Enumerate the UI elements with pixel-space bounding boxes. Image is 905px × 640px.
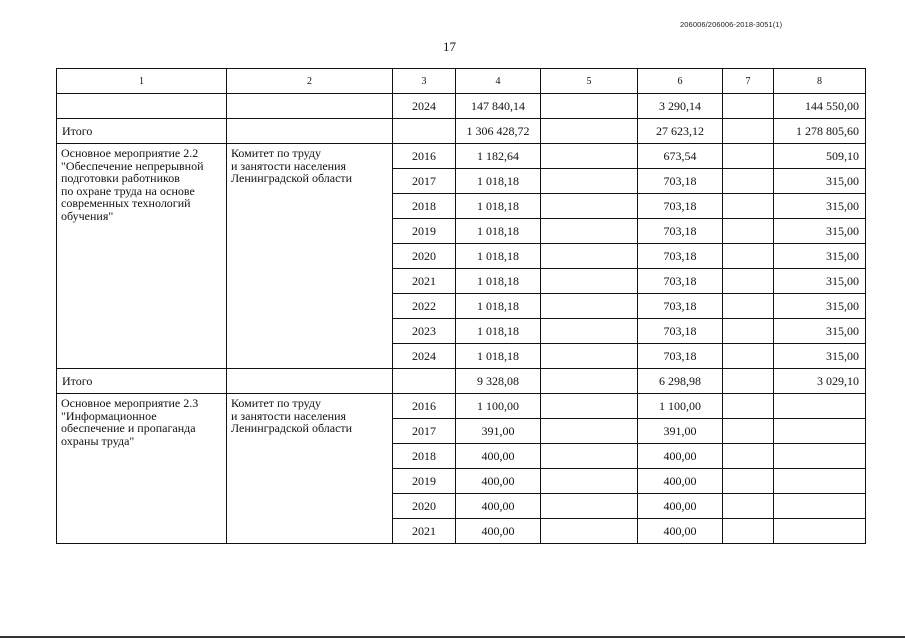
document-id: 206006/206006-2018-3051(1) xyxy=(680,20,783,29)
table-row xyxy=(57,94,866,119)
regional-budget-cell: 391,00 xyxy=(638,419,723,444)
total-cell: 400,00 xyxy=(456,494,541,519)
regional-budget-cell: 703,18 xyxy=(638,244,723,269)
other-sources-cell: 509,10 xyxy=(774,144,866,169)
year-cell: 2018 xyxy=(393,444,456,469)
year-cell: 2023 xyxy=(393,319,456,344)
regional-budget-cell: 1 100,00 xyxy=(638,394,723,419)
regional-budget-cell: 703,18 xyxy=(638,319,723,344)
total-cell: 1 306 428,72 xyxy=(456,119,541,144)
year-cell: 2020 xyxy=(393,244,456,269)
regional-budget-cell: 703,18 xyxy=(638,219,723,244)
other-sources-cell: 315,00 xyxy=(774,344,866,369)
other-sources-cell: 315,00 xyxy=(774,319,866,344)
regional-budget-cell: 703,18 xyxy=(638,294,723,319)
year-cell: 2022 xyxy=(393,294,456,319)
total-cell: 1 100,00 xyxy=(456,394,541,419)
subtotal-label: Итого xyxy=(57,119,227,144)
other-sources-cell: 1 278 805,60 xyxy=(774,119,866,144)
regional-budget-cell: 703,18 xyxy=(638,194,723,219)
other-sources-cell: 315,00 xyxy=(774,219,866,244)
year-cell: 2019 xyxy=(393,219,456,244)
column-number: 5 xyxy=(541,69,638,94)
total-cell: 1 018,18 xyxy=(456,169,541,194)
regional-budget-cell: 27 623,12 xyxy=(638,119,723,144)
executor-name: Комитет по труду и занятости населения Ленинградской области xyxy=(227,144,393,369)
other-sources-cell: 144 550,00 xyxy=(774,94,866,119)
total-cell: 1 018,18 xyxy=(456,294,541,319)
activity-name: Основное мероприятие 2.3 "Информационное обеспечение и пропаганда охраны труда" xyxy=(57,394,227,544)
other-sources-cell: 315,00 xyxy=(774,169,866,194)
regional-budget-cell: 703,18 xyxy=(638,169,723,194)
total-cell: 1 018,18 xyxy=(456,319,541,344)
year-cell: 2016 xyxy=(393,144,456,169)
table-row xyxy=(57,394,866,419)
regional-budget-cell: 400,00 xyxy=(638,444,723,469)
regional-budget-cell: 6 298,98 xyxy=(638,369,723,394)
total-cell: 1 018,18 xyxy=(456,219,541,244)
executor-name: Комитет по труду и занятости населения Ленинградской области xyxy=(227,394,393,544)
year-cell: 2019 xyxy=(393,469,456,494)
subtotal-row xyxy=(57,119,866,144)
year-cell: 2017 xyxy=(393,419,456,444)
scan-edge-line xyxy=(0,636,905,638)
year-cell: 2021 xyxy=(393,269,456,294)
year-cell: 2017 xyxy=(393,169,456,194)
activity-name: Основное мероприятие 2.2 "Обеспечение непрерывной подготовки работников по охране труда на основе современных технологий обучения" xyxy=(57,144,227,369)
other-sources-cell: 315,00 xyxy=(774,294,866,319)
total-cell: 9 328,08 xyxy=(456,369,541,394)
column-number: 3 xyxy=(393,69,456,94)
other-sources-cell: 3 029,10 xyxy=(774,369,866,394)
year-cell: 2018 xyxy=(393,194,456,219)
other-sources-cell: 315,00 xyxy=(774,269,866,294)
regional-budget-cell: 703,18 xyxy=(638,344,723,369)
total-cell: 400,00 xyxy=(456,519,541,544)
column-number: 7 xyxy=(723,69,774,94)
total-cell: 400,00 xyxy=(456,469,541,494)
budget-table xyxy=(56,68,866,544)
subtotal-row xyxy=(57,369,866,394)
year-cell: 2021 xyxy=(393,519,456,544)
other-sources-cell: 315,00 xyxy=(774,194,866,219)
page-number: 17 xyxy=(443,39,456,54)
year-cell: 2024 xyxy=(393,94,456,119)
year-cell: 2024 xyxy=(393,344,456,369)
total-cell: 1 018,18 xyxy=(456,244,541,269)
year-cell: 2020 xyxy=(393,494,456,519)
year-cell: 2016 xyxy=(393,394,456,419)
total-cell: 1 018,18 xyxy=(456,269,541,294)
subtotal-label: Итого xyxy=(57,369,227,394)
regional-budget-cell: 400,00 xyxy=(638,494,723,519)
regional-budget-cell: 400,00 xyxy=(638,469,723,494)
regional-budget-cell: 400,00 xyxy=(638,519,723,544)
column-number: 6 xyxy=(638,69,723,94)
regional-budget-cell: 3 290,14 xyxy=(638,94,723,119)
column-number: 8 xyxy=(774,69,866,94)
regional-budget-cell: 703,18 xyxy=(638,269,723,294)
column-number-row xyxy=(57,69,866,94)
total-cell: 147 840,14 xyxy=(456,94,541,119)
total-cell: 1 018,18 xyxy=(456,194,541,219)
column-number: 1 xyxy=(57,69,227,94)
total-cell: 1 182,64 xyxy=(456,144,541,169)
column-number: 4 xyxy=(456,69,541,94)
regional-budget-cell: 673,54 xyxy=(638,144,723,169)
other-sources-cell: 315,00 xyxy=(774,244,866,269)
table-row xyxy=(57,144,866,169)
total-cell: 1 018,18 xyxy=(456,344,541,369)
total-cell: 391,00 xyxy=(456,419,541,444)
total-cell: 400,00 xyxy=(456,444,541,469)
column-number: 2 xyxy=(227,69,393,94)
